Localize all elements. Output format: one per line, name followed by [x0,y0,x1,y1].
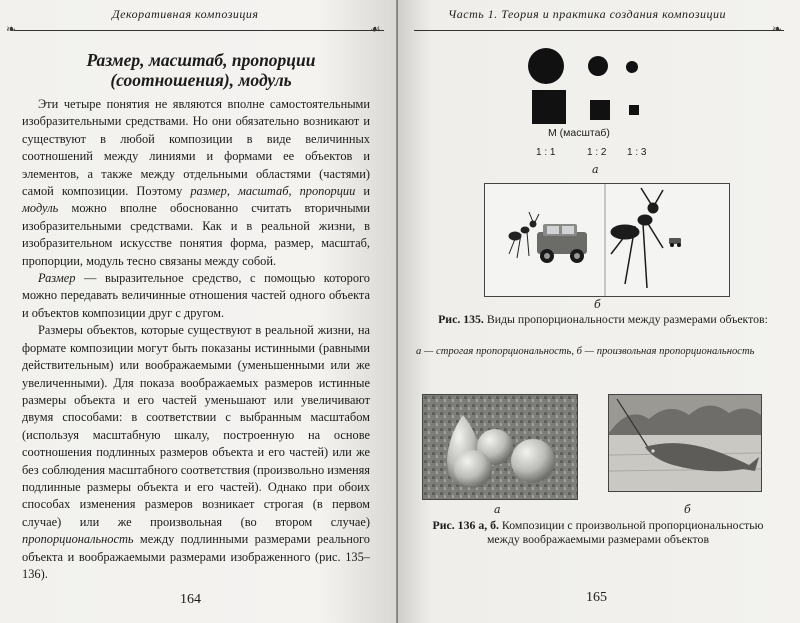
ant-small-icon [509,212,539,258]
circle-medium [588,56,608,76]
ratio-label: 1 : 1 [536,147,556,158]
square-large [532,90,566,124]
body-paragraph [22,322,370,583]
circle-large [528,48,564,84]
emphasis-term: размер, масштаб, пропорции [190,184,356,199]
caption-text: Композиции с произвольной пропорциональностью между воображаемыми размерами объектов [486,518,764,546]
right-page [398,0,800,623]
caption-135 [428,312,778,326]
body-text [22,96,370,583]
ant-car-illustration [485,184,729,296]
running-head-left: Декоративная композиция [112,7,259,21]
text-run: Размеры объектов, которые существуют в реальной жизни, на формате композиции могут быть показаны истинными (равными действительным) или воображаемыми (уменьшенными или же увеличенными). Для показа воображаемых размеров истинные размеры объекта и его частей уменьшают или увеличивают двумя способами: в соответствии с выбранным масштабом (используя масштабную шкалу, построенную на основе соотношения подлинных размеров объекта и его частей) или же без соблюдения масштабного соответствия (произвольно изменяя подлинные размеры объекта и его частей). Однако при обоих способах изменения размеров возникает строгая (в первом случае) или же произвольная (во втором случае) [22,323,370,529]
rule-ornament-icon: ☙ [370,22,381,36]
emphasis-term: пропорциональность [22,532,134,547]
caption-136 [428,518,768,546]
ratio-label: 1 : 3 [627,147,647,158]
running-head-right: Часть 1. Теория и практика создания композиции [448,7,727,21]
ratio-label: 1 : 2 [587,147,607,158]
caption-135-note: а — строгая пропорциональность, б — произвольная пропорциональность [416,346,755,357]
car-icon [537,224,587,263]
figure-letter: б [684,503,691,516]
text-run: можно вполне обоснованно считать вторичными изобразительными средствами. Как и в реальной жизни, в изобразительном искусстве понятия форма, размер, масштаб, пропорции, модуль тесно связаны между собой. [22,201,370,268]
ant-large-icon [611,188,663,288]
figure-letter: а [494,503,501,516]
emphasis-term: модуль [22,201,59,216]
caption-label: Рис. 135. [438,312,484,326]
fish-lake-illustration [609,395,761,491]
figure-135b-photo [484,183,730,297]
body-paragraph [22,96,370,270]
caption-text: Виды пропорциональности между размерами объектов: [483,312,768,326]
square-small [629,105,639,115]
text-run: и [355,184,370,199]
figure-letter: б [594,298,601,311]
left-page [0,0,398,623]
figure-letter: а [592,163,599,176]
circle-small [626,61,638,73]
body-paragraph [22,270,370,322]
rule-ornament-icon: ❧ [6,22,17,36]
page-number-right: 165 [586,590,607,605]
section-title: Размер, масштаб, пропорции (соотношения), модуль [86,50,316,90]
apple-shape [454,450,492,488]
page-number-left: 164 [180,592,201,607]
rule-ornament-icon: ❧ [772,22,783,36]
header-rule-right [414,30,784,31]
text-run: Эти четыре понятия не являются вполне самостоятельными изобразительными средствами. Но они обязательно возникают и существуют в любой композиции в виде величинных соотношений между линиями и формами ее объектов и элементов, а также между отдельными областями (частями) самой композиции. Поэтому [22,97,370,199]
text-run: между подлинными размерами реального объекта и воображаемыми размерами изображенного (рис. 135–136). [22,532,370,581]
emphasis-term: Размер [38,271,76,286]
text-run: — выразительное средство, с помощью которого можно передавать величинные отношения частей одного объекта и объектов композиции друг с другом. [22,271,370,320]
car-small-icon [669,238,681,247]
header-rule-left [14,30,384,31]
square-medium [590,100,610,120]
figure-136a-photo [422,394,578,500]
fruit-city-illustration [423,395,577,499]
figure-136b-photo [608,394,762,492]
apple-shape [511,439,555,483]
scale-label: М (масштаб) [548,127,610,139]
caption-label: Рис. 136 а, б. [432,518,499,532]
